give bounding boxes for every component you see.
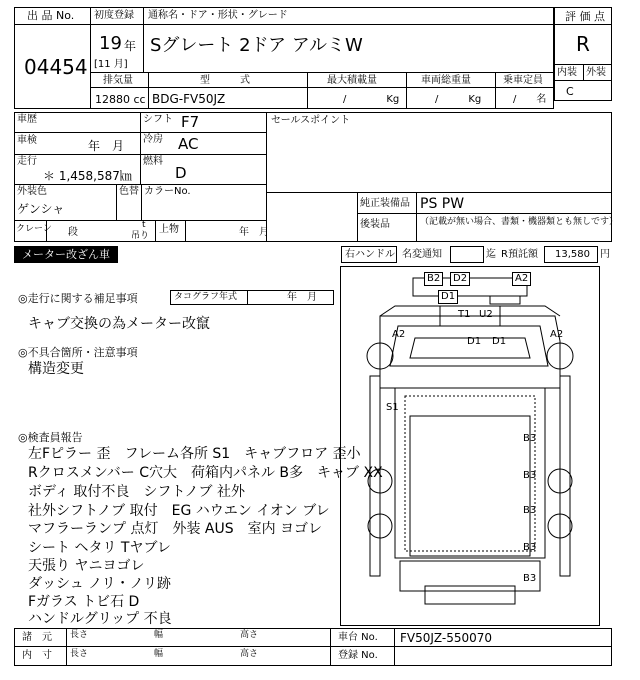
registration-number-label: 登録 No. bbox=[338, 650, 378, 661]
fuel-label: 燃料 bbox=[143, 156, 163, 167]
damage-marker: T1 bbox=[458, 309, 471, 320]
interior-grade: C bbox=[566, 85, 574, 98]
grade-value: Sグレート 2ドア アルミW bbox=[150, 35, 363, 56]
damage-marker: S1 bbox=[386, 402, 399, 413]
mileage-label: 走行 bbox=[17, 156, 37, 167]
length-label: 長さ bbox=[70, 649, 89, 659]
driving-notes-heading: ◎走行に関する補足事項 bbox=[18, 292, 138, 305]
exterior-color-label: 外装色 bbox=[17, 186, 47, 197]
dimensions-label: 諸 元 bbox=[22, 632, 52, 643]
inspector-line: 天張り ヤニヨゴレ bbox=[28, 558, 145, 574]
inspector-report-heading: ◎検査員報告 bbox=[18, 431, 83, 444]
inspector-line: ボディ 取付不良 シフトノブ 社外 bbox=[28, 484, 245, 500]
gross-weight-value: / Kg bbox=[435, 94, 482, 105]
crane-lift-label: 吊り bbox=[131, 231, 150, 241]
shift-label: シフト bbox=[143, 114, 173, 125]
right-hand-drive: 右ハンドル bbox=[345, 249, 395, 260]
recycle-deposit-value: 13,580 bbox=[555, 249, 590, 260]
interior-dimensions-label: 内 寸 bbox=[22, 650, 52, 661]
crane-ton-unit: t bbox=[142, 220, 146, 230]
gross-weight-label: 車両総重量 bbox=[421, 75, 471, 86]
name-change-notice-label: 名変通知 bbox=[402, 249, 442, 260]
model-value: BDG-FV50JZ bbox=[152, 92, 226, 106]
genuine-equipment-label: 純正装備品 bbox=[360, 198, 410, 209]
history-label: 車歴 bbox=[17, 114, 37, 125]
driving-remark: キャブ交換の為メーター改竄 bbox=[28, 316, 210, 332]
yen-unit: 円 bbox=[600, 249, 610, 260]
upper-body-label: 上物 bbox=[159, 224, 179, 235]
lot-number-label: 出 品 No. bbox=[27, 9, 75, 22]
exterior-color-value: ゲンシャ bbox=[17, 202, 65, 216]
color-number-label: カラーNo. bbox=[144, 186, 191, 197]
damage-marker: D1 bbox=[467, 336, 482, 347]
color-change-label: 色替 bbox=[119, 186, 139, 197]
height-label: 高さ bbox=[240, 630, 259, 640]
genuine-equipment-value: PS PW bbox=[420, 196, 465, 212]
recycle-deposit-label: R預託額 bbox=[501, 249, 538, 260]
crane-label: クレーン bbox=[16, 224, 52, 234]
inspection-label: 車検 bbox=[17, 135, 37, 146]
defects-heading: ◎不具合箇所・注意事項 bbox=[18, 346, 138, 359]
width-label: 幅 bbox=[154, 630, 164, 640]
damage-marker: B3 bbox=[523, 470, 537, 481]
sales-point-label: セールスポイント bbox=[271, 115, 351, 126]
grade-label: 通称名・ドア・形状・グレード bbox=[148, 10, 288, 21]
damage-marker: D1 bbox=[492, 336, 507, 347]
max-load-label: 最大積載量 bbox=[327, 75, 377, 86]
aftermarket-note: （記載が無い場合、書類・機器類とも無しです） bbox=[420, 217, 619, 227]
inspector-line: ハンドルグリップ 不良 bbox=[28, 611, 172, 627]
damage-marker: B2 bbox=[424, 272, 443, 286]
tachograph-year-value: 年 月 bbox=[287, 292, 317, 303]
damage-marker: B3 bbox=[523, 433, 537, 444]
inspector-line: 社外シフトノブ 取付 EG ハウエン イオン ブレ bbox=[28, 503, 330, 519]
damage-marker: D1 bbox=[438, 290, 458, 304]
chassis-number-value: FV50JZ-550070 bbox=[400, 631, 493, 645]
ac-label: 冷房 bbox=[143, 134, 163, 145]
rating-value: R bbox=[576, 32, 590, 56]
damage-marker: B3 bbox=[523, 542, 537, 553]
shift-value: F7 bbox=[181, 113, 200, 131]
max-load-value: / Kg bbox=[343, 94, 400, 105]
first-registration-label: 初度登録 bbox=[94, 10, 134, 21]
inspector-line: シート ヘタリ Tヤブレ bbox=[28, 540, 171, 556]
first-registration-month: [11 月] bbox=[94, 59, 128, 70]
damage-marker: A2 bbox=[512, 272, 531, 286]
truck-damage-diagram bbox=[340, 266, 600, 626]
capacity-label: 乗車定員 bbox=[503, 75, 543, 86]
damage-marker: D2 bbox=[450, 272, 470, 286]
width-label: 幅 bbox=[154, 649, 164, 659]
model-label: 型 式 bbox=[200, 75, 250, 86]
crane-stage-unit: 段 bbox=[68, 227, 78, 238]
aftermarket-label: 後装品 bbox=[360, 219, 390, 230]
defects-remark: 構造変更 bbox=[28, 361, 84, 377]
name-change-until: 迄 bbox=[486, 249, 496, 260]
inspector-line: ダッシュ ノリ・ノリ跡 bbox=[28, 576, 172, 592]
year-unit: 年 bbox=[124, 39, 137, 53]
upper-body-value: 年 月 bbox=[239, 227, 269, 238]
first-registration-year: 19 bbox=[99, 33, 122, 54]
meter-tampered-banner bbox=[14, 246, 118, 263]
mileage-value: ＊ 1,458,587㎞ bbox=[43, 169, 132, 183]
height-label: 高さ bbox=[240, 649, 259, 659]
truck-outline bbox=[340, 266, 600, 626]
displacement-label: 排気量 bbox=[103, 75, 133, 86]
inspector-line: Rクロスメンバー C穴大 荷箱内パネル B多 キャブ XX bbox=[28, 465, 383, 481]
ac-value: AC bbox=[178, 135, 199, 153]
capacity-value: / 名 bbox=[513, 94, 547, 105]
inspector-line: Fガラス トビ石 D bbox=[28, 594, 140, 610]
fuel-value: D bbox=[175, 164, 187, 182]
inspector-line: マフラーランプ 点灯 外装 AUS 室内 ヨゴレ bbox=[28, 521, 323, 537]
damage-marker: B3 bbox=[523, 505, 537, 516]
rating-label: 評 価 点 bbox=[565, 10, 605, 23]
inspection-value: 年 月 bbox=[88, 139, 125, 153]
meter-tampered-text: メーター改ざん車 bbox=[22, 248, 110, 261]
damage-marker: A2 bbox=[392, 329, 406, 340]
length-label: 長さ bbox=[70, 630, 89, 640]
chassis-number-label: 車台 No. bbox=[338, 632, 378, 643]
tachograph-year-label: タコグラフ年式 bbox=[174, 292, 238, 302]
lot-number: 04454 bbox=[24, 55, 88, 79]
interior-grade-label: 内装 bbox=[557, 67, 577, 78]
damage-marker: B3 bbox=[523, 573, 537, 584]
displacement-value: 12880 cc bbox=[95, 93, 146, 106]
damage-marker: U2 bbox=[479, 309, 493, 320]
inspector-line: 左Fピラー 歪 フレーム各所 S1 キャブフロア 歪小 bbox=[28, 446, 361, 462]
damage-marker: A2 bbox=[550, 329, 564, 340]
exterior-grade-label: 外装 bbox=[586, 67, 606, 78]
